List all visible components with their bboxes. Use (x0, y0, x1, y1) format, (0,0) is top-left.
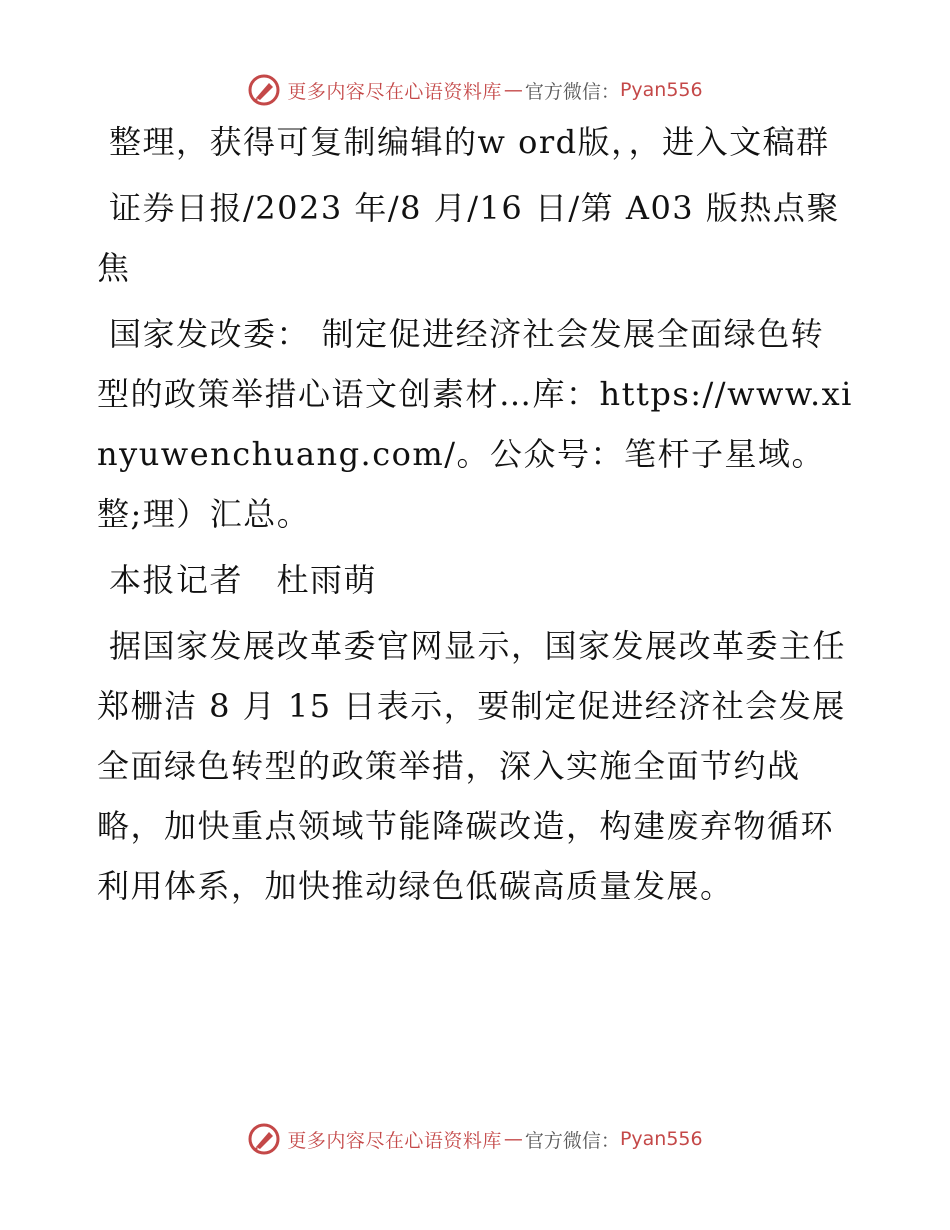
paragraph-intro: 整理，获得可复制编辑的w ord版，，进入文稿群 (109, 123, 830, 161)
paragraph-source: 证券日报/2023 年/8 月/16 日/第 A03 版热点聚焦 (97, 189, 840, 287)
watermark-separator: — (503, 1128, 523, 1150)
watermark-account: Pyan556 (619, 79, 703, 101)
document-body (97, 112, 857, 922)
paragraph-byline: 本报记者 杜雨萌 (109, 561, 378, 599)
paragraph-headline: 国家发改委： 制定促进经济社会发展全面绿色转型的政策举措心语文创素材…库：https://www.xinyuwenchuang.com/。公众号：笔杆子星域。整;理）汇总。 (97, 315, 853, 533)
watermark-wechat-label: 官方微信： (524, 1129, 620, 1152)
watermark-text: 更多内容尽在心语资料库 (287, 1129, 502, 1152)
watermark-account: Pyan556 (619, 1128, 703, 1150)
watermark-wechat-label: 官方微信： (524, 80, 620, 103)
watermark-text: 更多内容尽在心语资料库 (287, 80, 502, 103)
pen-logo-icon (247, 1122, 281, 1156)
header-watermark (0, 70, 950, 110)
watermark-separator: — (503, 79, 523, 101)
footer-watermark (0, 1119, 950, 1159)
pen-logo-icon (247, 73, 281, 107)
paragraph-body: 据国家发展改革委官网显示，国家发展改革委主任郑栅洁 8 月 15 日表示，要制定促进经济社会发展全面绿色转型的政策举措，深入实施全面节约战略，加快重点领域节能降碳改造，构建废弃物循环利用体系，加快推动绿色低碳高质量发展。 (97, 627, 847, 905)
